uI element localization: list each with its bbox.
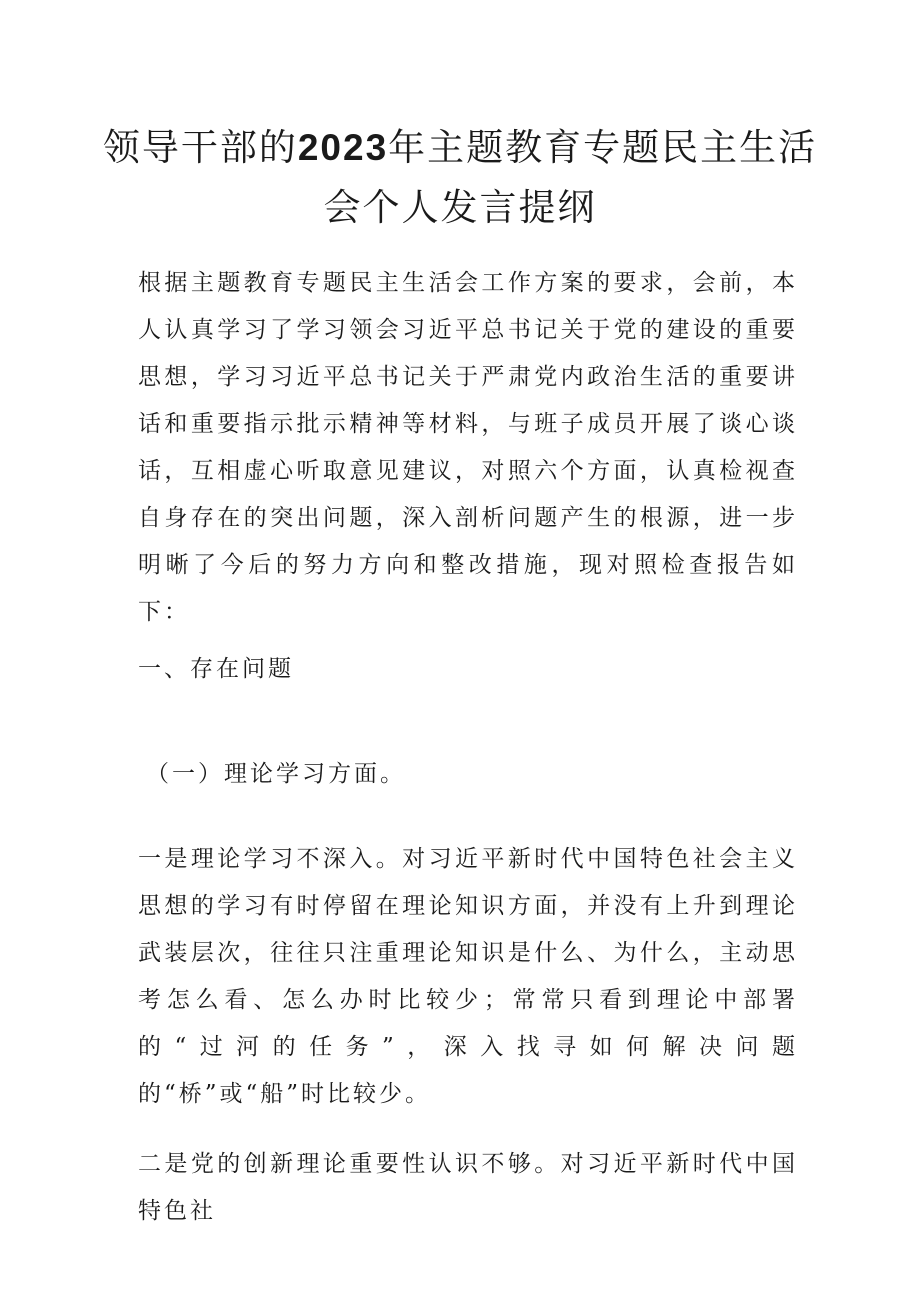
document-title-line1 (80, 124, 840, 172)
point-two-paragraph: 二是党的创新理论重要性认识不够。对习近平新时代中国特色社 (138, 1151, 798, 1224)
point-one-paragraph: 一是理论学习不深入。对习近平新时代中国特色社会主义思想的学习有时停留在理论知识方面，并没有上升到理论武装层次，往往只注重理论知识是什么、为什么，主动思考怎么看、怎么办时比较少；常常只看到理论中部署的“过河的任务”，深入找寻如何解决问题的“桥”或“船”时比较少。 (138, 846, 798, 1107)
title-suffix: 年主题教育专题民主生活 (388, 126, 818, 169)
title-prefix: 领导干部的 (102, 126, 298, 169)
subsection-heading: （一）理论学习方面。 (146, 761, 406, 787)
document-title-line2: 会个人发言提纲 (323, 186, 597, 229)
intro-paragraph: 根据主题教育专题民主生活会工作方案的要求，会前，本人认真学习了学习领会习近平总书记关于党的建设的重要思想，学习习近平总书记关于严肃党内政治生活的重要讲话和重要指示批示精神等材料，与班子成员开展了谈心谈话，互相虚心听取意见建议，对照六个方面，认真检视查自身存在的突出问题，深入剖析问题产生的根源，进一步明晰了今后的努力方向和整改措施，现对照检查报告如下： (138, 270, 798, 625)
section-heading: 一、存在问题 (138, 656, 294, 682)
title-year: 2023 (297, 127, 389, 168)
